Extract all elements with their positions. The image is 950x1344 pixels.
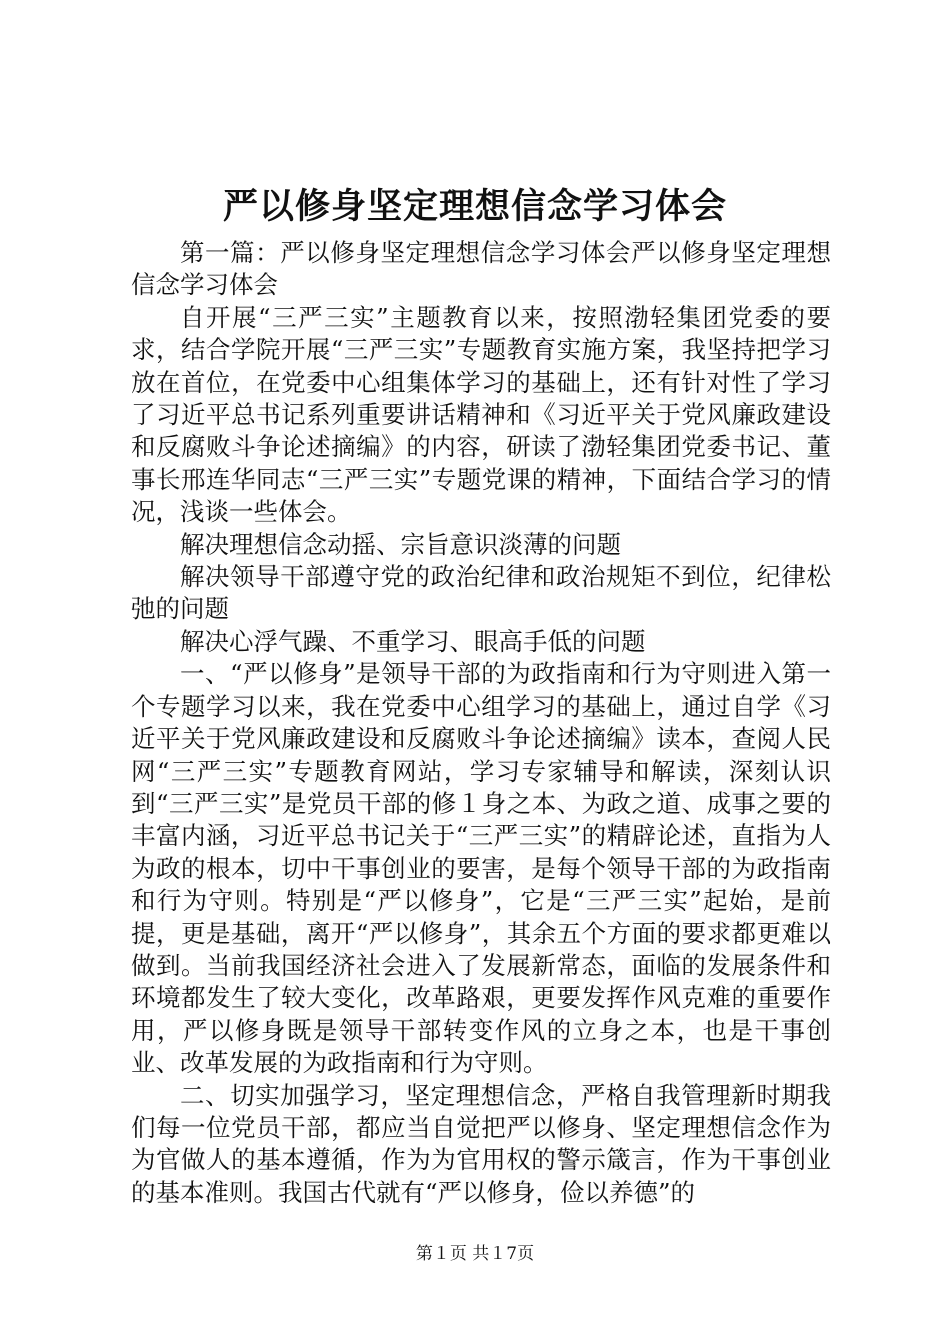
- document-title: 严以修身坚定理想信念学习体会: [222, 186, 727, 227]
- page-number-footer: 第１页 共１7页: [415, 1244, 535, 1264]
- paragraph-1: 第一篇：严以修身坚定理想信念学习体会严以修身坚定理想信念学习体会: [131, 238, 831, 300]
- paragraph-6: 一、“严以修身”是领导干部的为政指南和行为守则进入第一个专题学习以来，我在党委中心组学习的基础上，通过自学《习近平关于党风廉政建设和反腐败斗争论述摘编》读本，查阅人民网“三严三实”专题教育网站，学习专家辅导和解读，深刻认识到“三严三实”是党员干部的修１身之本、为政之道、成事之要的丰富内涵，习近平总书记关于“三严三实”的精辟论述，直指为人为政的根本，切中干事创业的要害，是每个领导干部的为政指南和行为守则。特别是“严以修身”，它是“三严三实”起始，是前提，更是基础，离开“严以修身”，其余五个方面的要求都更难以做到。当前我国经济社会进入了发展新常态，面临的发展条件和环境都发生了较大变化，改革路艰，更要发挥作风克难的重要作用，严以修身既是领导干部转变作风的立身之本，也是干事创业、改革发展的为政指南和行为守则。: [131, 659, 831, 1078]
- paragraph-4: 解决领导干部遵守党的政治纪律和政治规矩不到位，纪律松弛的问题: [131, 562, 831, 624]
- paragraph-3: 解决理想信念动摇、宗旨意识淡薄的问题: [180, 529, 621, 559]
- paragraph-2: 自开展“三严三实”主题教育以来，按照渤轻集团党委的要求，结合学院开展“三严三实”专题教育实施方案，我坚持把学习放在首位，在党委中心组集体学习的基础上，还有针对性了学习了习近平总书记系列重要讲话精神和《习近平关于党风廉政建设和反腐败斗争论述摘编》的内容，研读了渤轻集团党委书记、董事长邢连华同志“三严三实”专题党课的精神，下面结合学习的情况，浅谈一些体会。: [131, 302, 831, 527]
- paragraph-7: 二、切实加强学习，坚定理想信念，严格自我管理新时期我们每一位党员干部，都应当自觉把严以修身、坚定理想信念作为为官做人的基本遵循，作为为官用权的警示箴言，作为干事创业的基本准则。我国古代就有“严以修身，俭以养德”的: [131, 1080, 831, 1207]
- document-body: [131, 237, 831, 1209]
- paragraph-5: 解决心浮气躁、不重学习、眼高手低的问题: [180, 626, 646, 656]
